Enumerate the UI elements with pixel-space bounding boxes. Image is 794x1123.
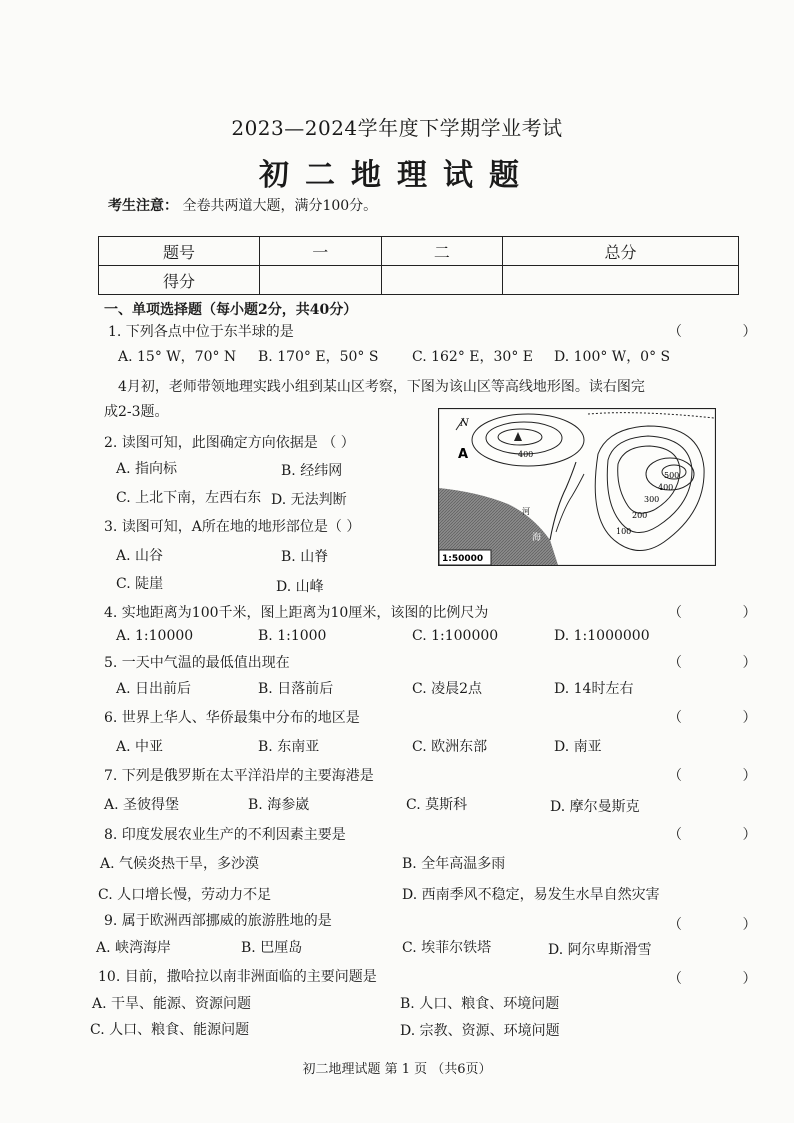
question-7-stem: 7. 下列是俄罗斯在太平洋沿岸的主要海港是 [104,768,374,784]
q4-option-d: D. 1:1000000 [554,628,650,644]
intro-line-2: 成2-3题。 [104,404,169,420]
river-label: 河 [522,507,530,516]
q9-option-c: C. 埃菲尔铁塔 [402,940,492,956]
q7-option-d: D. 摩尔曼斯克 [550,799,640,815]
contour-label: 300 [644,495,660,504]
q2-option-d: D. 无法判断 [271,492,347,508]
notice-text: 全卷共两道大题，满分100分。 [182,198,378,214]
section-heading: 一、单项选择题（每小题2分，共40分） [104,302,358,318]
sea-label: 海 [532,533,542,543]
score-input-cell[interactable] [381,266,503,295]
table-cell: 一 [260,237,382,266]
q4-option-b: B. 1:1000 [258,628,327,644]
question-1-stem: 1. 下列各点中位于东半球的是 [108,324,294,340]
contour-label: 400 [658,483,674,492]
answer-paren[interactable]: （ ） [668,655,785,671]
q10-option-b: B. 人口、粮食、环境问题 [400,996,560,1012]
q5-option-d: D. 14时左右 [554,681,634,697]
q8-option-b: B. 全年高温多雨 [402,856,506,872]
question-5-stem: 5. 一天中气温的最低值出现在 [104,655,290,671]
q9-option-b: B. 巴厘岛 [241,940,303,956]
answer-paren[interactable]: （ ） [668,917,785,933]
score-table [98,236,739,295]
q5-option-a: A. 日出前后 [116,681,192,697]
question-4-stem: 4. 实地距离为100千米，图上距离为10厘米，该图的比例尺为 [104,605,489,621]
answer-paren[interactable]: （ ） [668,605,785,621]
q10-option-a: A. 干旱、能源、资源问题 [92,996,252,1012]
q3-option-b: B. 山脊 [281,549,329,565]
question-3-stem: 3. 读图可知，A所在地的地形部位是（ ） [104,519,361,535]
q3-option-c: C. 陡崖 [116,576,164,592]
table-row [99,237,739,266]
answer-paren[interactable]: （ ） [668,971,785,987]
q7-option-c: C. 莫斯科 [406,797,468,813]
contour-label: 100 [616,527,632,536]
q8-option-c: C. 人口增长慢，劳动力不足 [98,887,272,903]
q8-option-a: A. 气候炎热干旱，多沙漠 [100,856,260,872]
exam-line: 2023—2024学年度下学期学业考试 [231,116,563,140]
contour-label: 200 [632,511,648,520]
north-arrow-icon: N [460,418,469,429]
table-cell: 题号 [99,237,260,266]
question-8-stem: 8. 印度发展农业生产的不利因素主要是 [104,827,346,843]
q1-option-c: C. 162° E，30° E [412,349,533,365]
question-9-stem: 9. 属于欧洲西部挪威的旅游胜地的是 [104,913,332,929]
q6-option-c: C. 欧洲东部 [412,739,488,755]
q1-option-b: B. 170° E，50° S [258,349,379,365]
q3-option-d: D. 山峰 [276,579,324,595]
table-row [99,266,739,295]
notice [108,195,377,215]
table-cell: 二 [381,237,503,266]
notice-label: 考生注意： [108,198,178,214]
intro-line-1: 4月初，老师带领地理实践小组到某山区考察，下图为该山区等高线地形图。读右图完 [118,379,645,395]
q5-option-c: C. 凌晨2点 [412,681,483,697]
q1-option-d: D. 100° W，0° S [554,349,671,365]
point-a-label: A [458,447,469,462]
contour-map [438,408,716,566]
q6-option-b: B. 东南亚 [258,739,320,755]
q2-option-a: A. 指向标 [116,461,178,477]
q4-option-a: A. 1:10000 [116,628,194,644]
q2-option-c: C. 上北下南，左西右东 [116,490,262,506]
scale-label: 1:50000 [442,554,484,564]
answer-paren[interactable]: （ ） [668,710,785,726]
score-input-cell[interactable] [503,266,739,295]
contour-label: 500 [664,471,680,480]
q6-option-d: D. 南亚 [554,739,602,755]
answer-paren[interactable]: （ ） [668,827,785,843]
q9-option-a: A. 峡湾海岸 [96,940,172,956]
score-input-cell[interactable] [260,266,382,295]
page-footer: 初二地理试题 第 1 页 （共6页） [302,1062,492,1077]
question-10-stem: 10. 目前，撒哈拉以南非洲面临的主要问题是 [98,969,377,985]
q10-option-c: C. 人口、粮食、能源问题 [90,1022,250,1038]
q4-option-c: C. 1:100000 [412,628,499,644]
q10-option-d: D. 宗教、资源、环境问题 [400,1023,560,1039]
q7-option-a: A. 圣彼得堡 [104,797,180,813]
q3-option-a: A. 山谷 [116,548,164,564]
q9-option-d: D. 阿尔卑斯滑雪 [548,942,652,958]
question-6-stem: 6. 世界上华人、华侨最集中分布的地区是 [104,710,360,726]
q5-option-b: B. 日落前后 [258,681,334,697]
contour-label: 400 [518,450,534,459]
answer-paren[interactable]: （ ） [668,768,785,784]
answer-paren[interactable]: （ ） [668,324,785,340]
q2-option-b: B. 经纬网 [281,463,343,479]
table-cell: 总分 [503,237,739,266]
question-2-stem: 2. 读图可知，此图确定方向依据是 （ ） [104,435,355,451]
q7-option-b: B. 海参崴 [248,797,310,813]
q8-option-d: D. 西南季风不稳定，易发生水旱自然灾害 [402,887,660,903]
page-title: 初二地理试题 [259,158,535,193]
table-cell: 得分 [99,266,260,295]
q6-option-a: A. 中亚 [116,739,164,755]
q1-option-a: A. 15° W，70° N [118,349,237,365]
